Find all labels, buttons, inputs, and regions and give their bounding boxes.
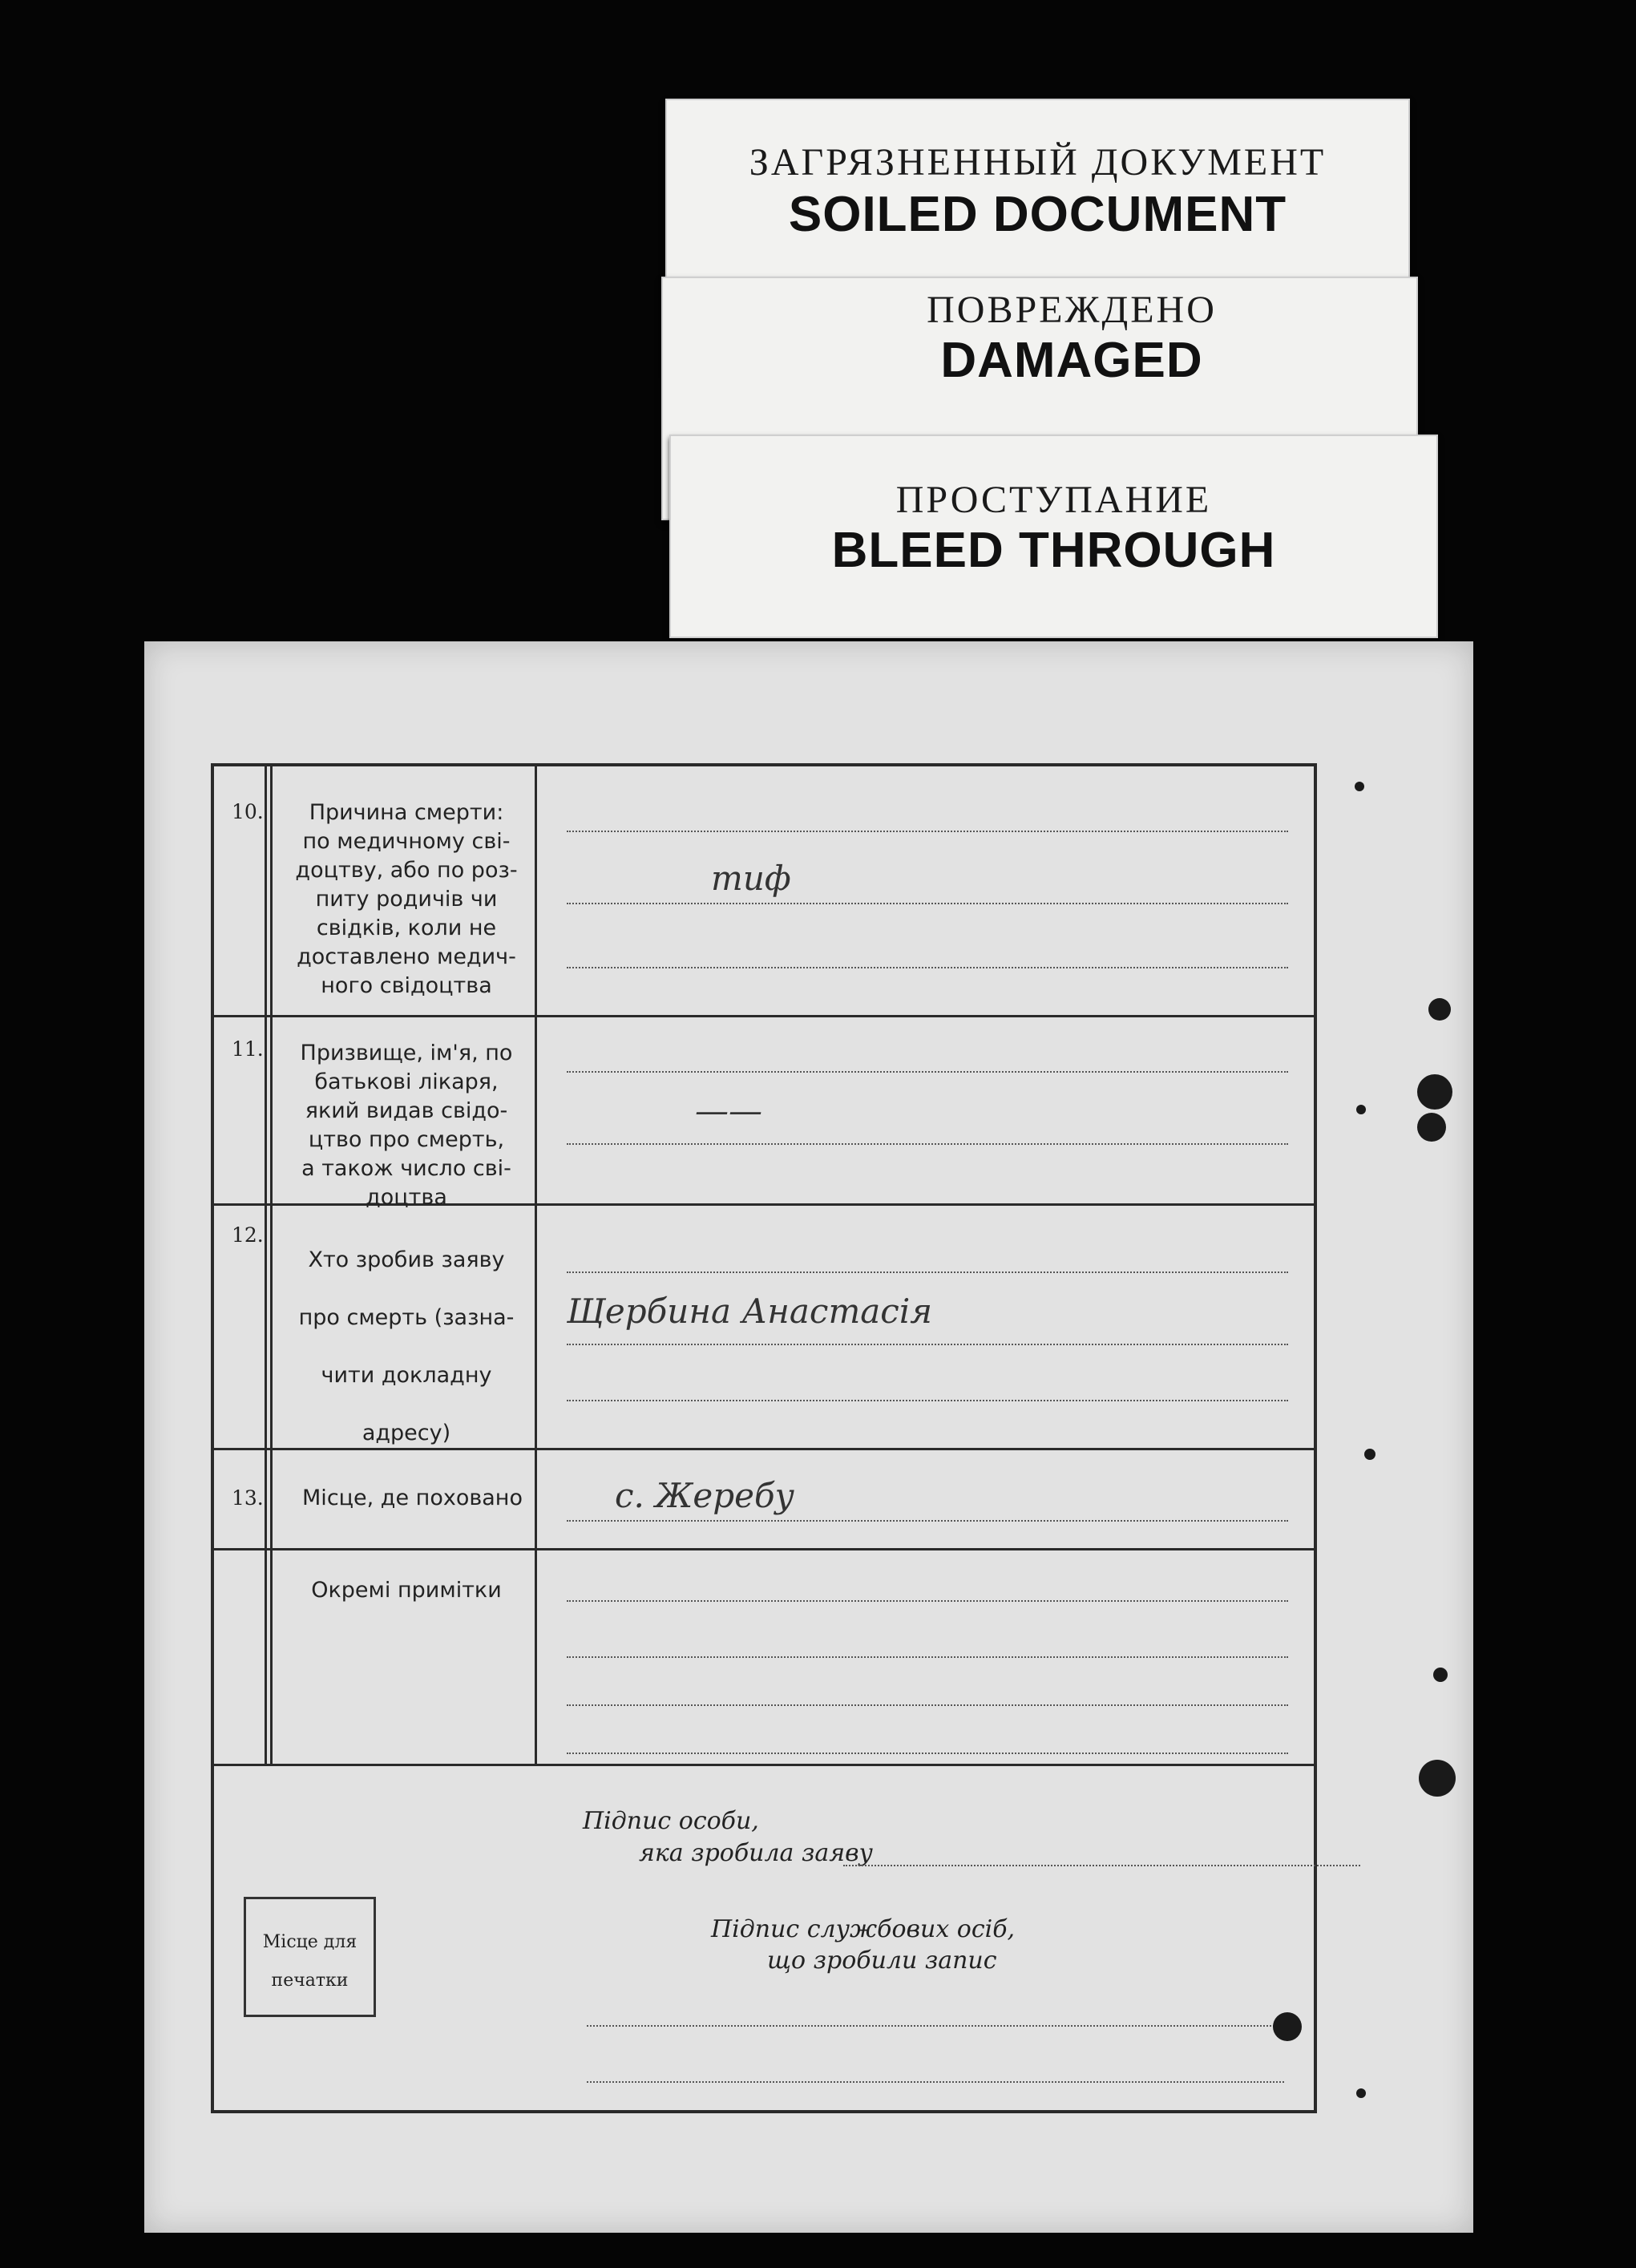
row-number: 12.: [232, 1223, 264, 1247]
punch-hole: [1417, 1074, 1452, 1110]
handwritten-doctor: ——: [695, 1091, 762, 1130]
handwritten-cause: тиф: [711, 859, 791, 898]
damaged-flag-en: DAMAGED: [940, 333, 1203, 388]
row-label: Окремі примітки: [311, 1578, 502, 1603]
dotted-line: [567, 1656, 1288, 1658]
row-number: 13.: [232, 1486, 264, 1510]
row-number: 10.: [232, 800, 264, 823]
mark: [1355, 782, 1364, 791]
record-sheet: [144, 641, 1473, 2233]
dotted-line: [567, 1600, 1288, 1602]
handwritten-applicant: Щербина Анастасія: [567, 1292, 933, 1331]
dotted-line: [567, 1520, 1288, 1522]
punch-hole: [1273, 2012, 1302, 2041]
bleed-through-flag: [669, 435, 1438, 638]
row-label: Призвище, ім'я, по батькові лікаря, який видав свідо- цтво про смерть, а також число сві- доцтва: [300, 1041, 513, 1210]
row-divider: [214, 1015, 1314, 1017]
label-column-line: [535, 766, 537, 1764]
punch-hole: [1417, 1113, 1446, 1142]
number-column-line: [265, 766, 267, 1764]
applicant-signature-label: Підпис особи,: [583, 1807, 759, 1835]
number-column-line-2: [270, 766, 273, 1764]
mark: [1433, 1668, 1448, 1682]
soiled-flag-ru: ЗАГРЯЗНЕННЫЙ ДОКУМЕНТ: [749, 141, 1327, 184]
applicant-signature-label-2: яка зробила заяву: [639, 1839, 873, 1867]
mark: [1356, 1105, 1366, 1114]
record-table: [211, 763, 1317, 2113]
punch-hole: [1428, 998, 1451, 1021]
signature-line: [587, 2081, 1284, 2083]
dotted-line: [567, 967, 1288, 968]
row-number: 11.: [232, 1037, 264, 1061]
row-label: Причина смерти: по медичному сві- доцтву, або по роз- питу родичів чи свідків, коли не доставлено медич- ного свідоцтва: [295, 800, 518, 998]
row-label: Хто зробив заяву про смерть (зазна- чити докладну адресу): [298, 1247, 515, 1445]
bleed-flag-en: BLEED THROUGH: [831, 523, 1276, 578]
dotted-line: [567, 1704, 1288, 1706]
mark: [1356, 2088, 1366, 2098]
dotted-line: [567, 1143, 1288, 1145]
dotted-line: [567, 1400, 1288, 1401]
signature-line: [843, 1865, 1360, 1866]
handwritten-burial-place: с. Жеребу: [615, 1476, 795, 1515]
signature-line: [587, 2025, 1284, 2027]
soiled-flag-en: SOILED DOCUMENT: [788, 187, 1287, 242]
dotted-line: [567, 1271, 1288, 1273]
row-label: Місце, де поховано: [302, 1486, 523, 1510]
mark: [1364, 1449, 1375, 1460]
punch-hole: [1419, 1760, 1456, 1797]
stamp-placeholder: Місце для печатки: [244, 1897, 376, 2017]
dotted-line: [567, 1753, 1288, 1754]
dotted-line: [567, 1344, 1288, 1345]
officials-signature-label: Підпис службових осіб,: [711, 1915, 1016, 1943]
dotted-line: [567, 903, 1288, 904]
damaged-flag-ru: ПОВРЕЖДЕНО: [927, 289, 1217, 331]
row-divider: [214, 1764, 1314, 1766]
dotted-line: [567, 1071, 1288, 1073]
officials-signature-label-2: що зробили запис: [767, 1947, 997, 1975]
bleed-flag-ru: ПРОСТУПАНИЕ: [895, 479, 1212, 521]
row-divider: [214, 1548, 1314, 1550]
dotted-line: [567, 831, 1288, 832]
